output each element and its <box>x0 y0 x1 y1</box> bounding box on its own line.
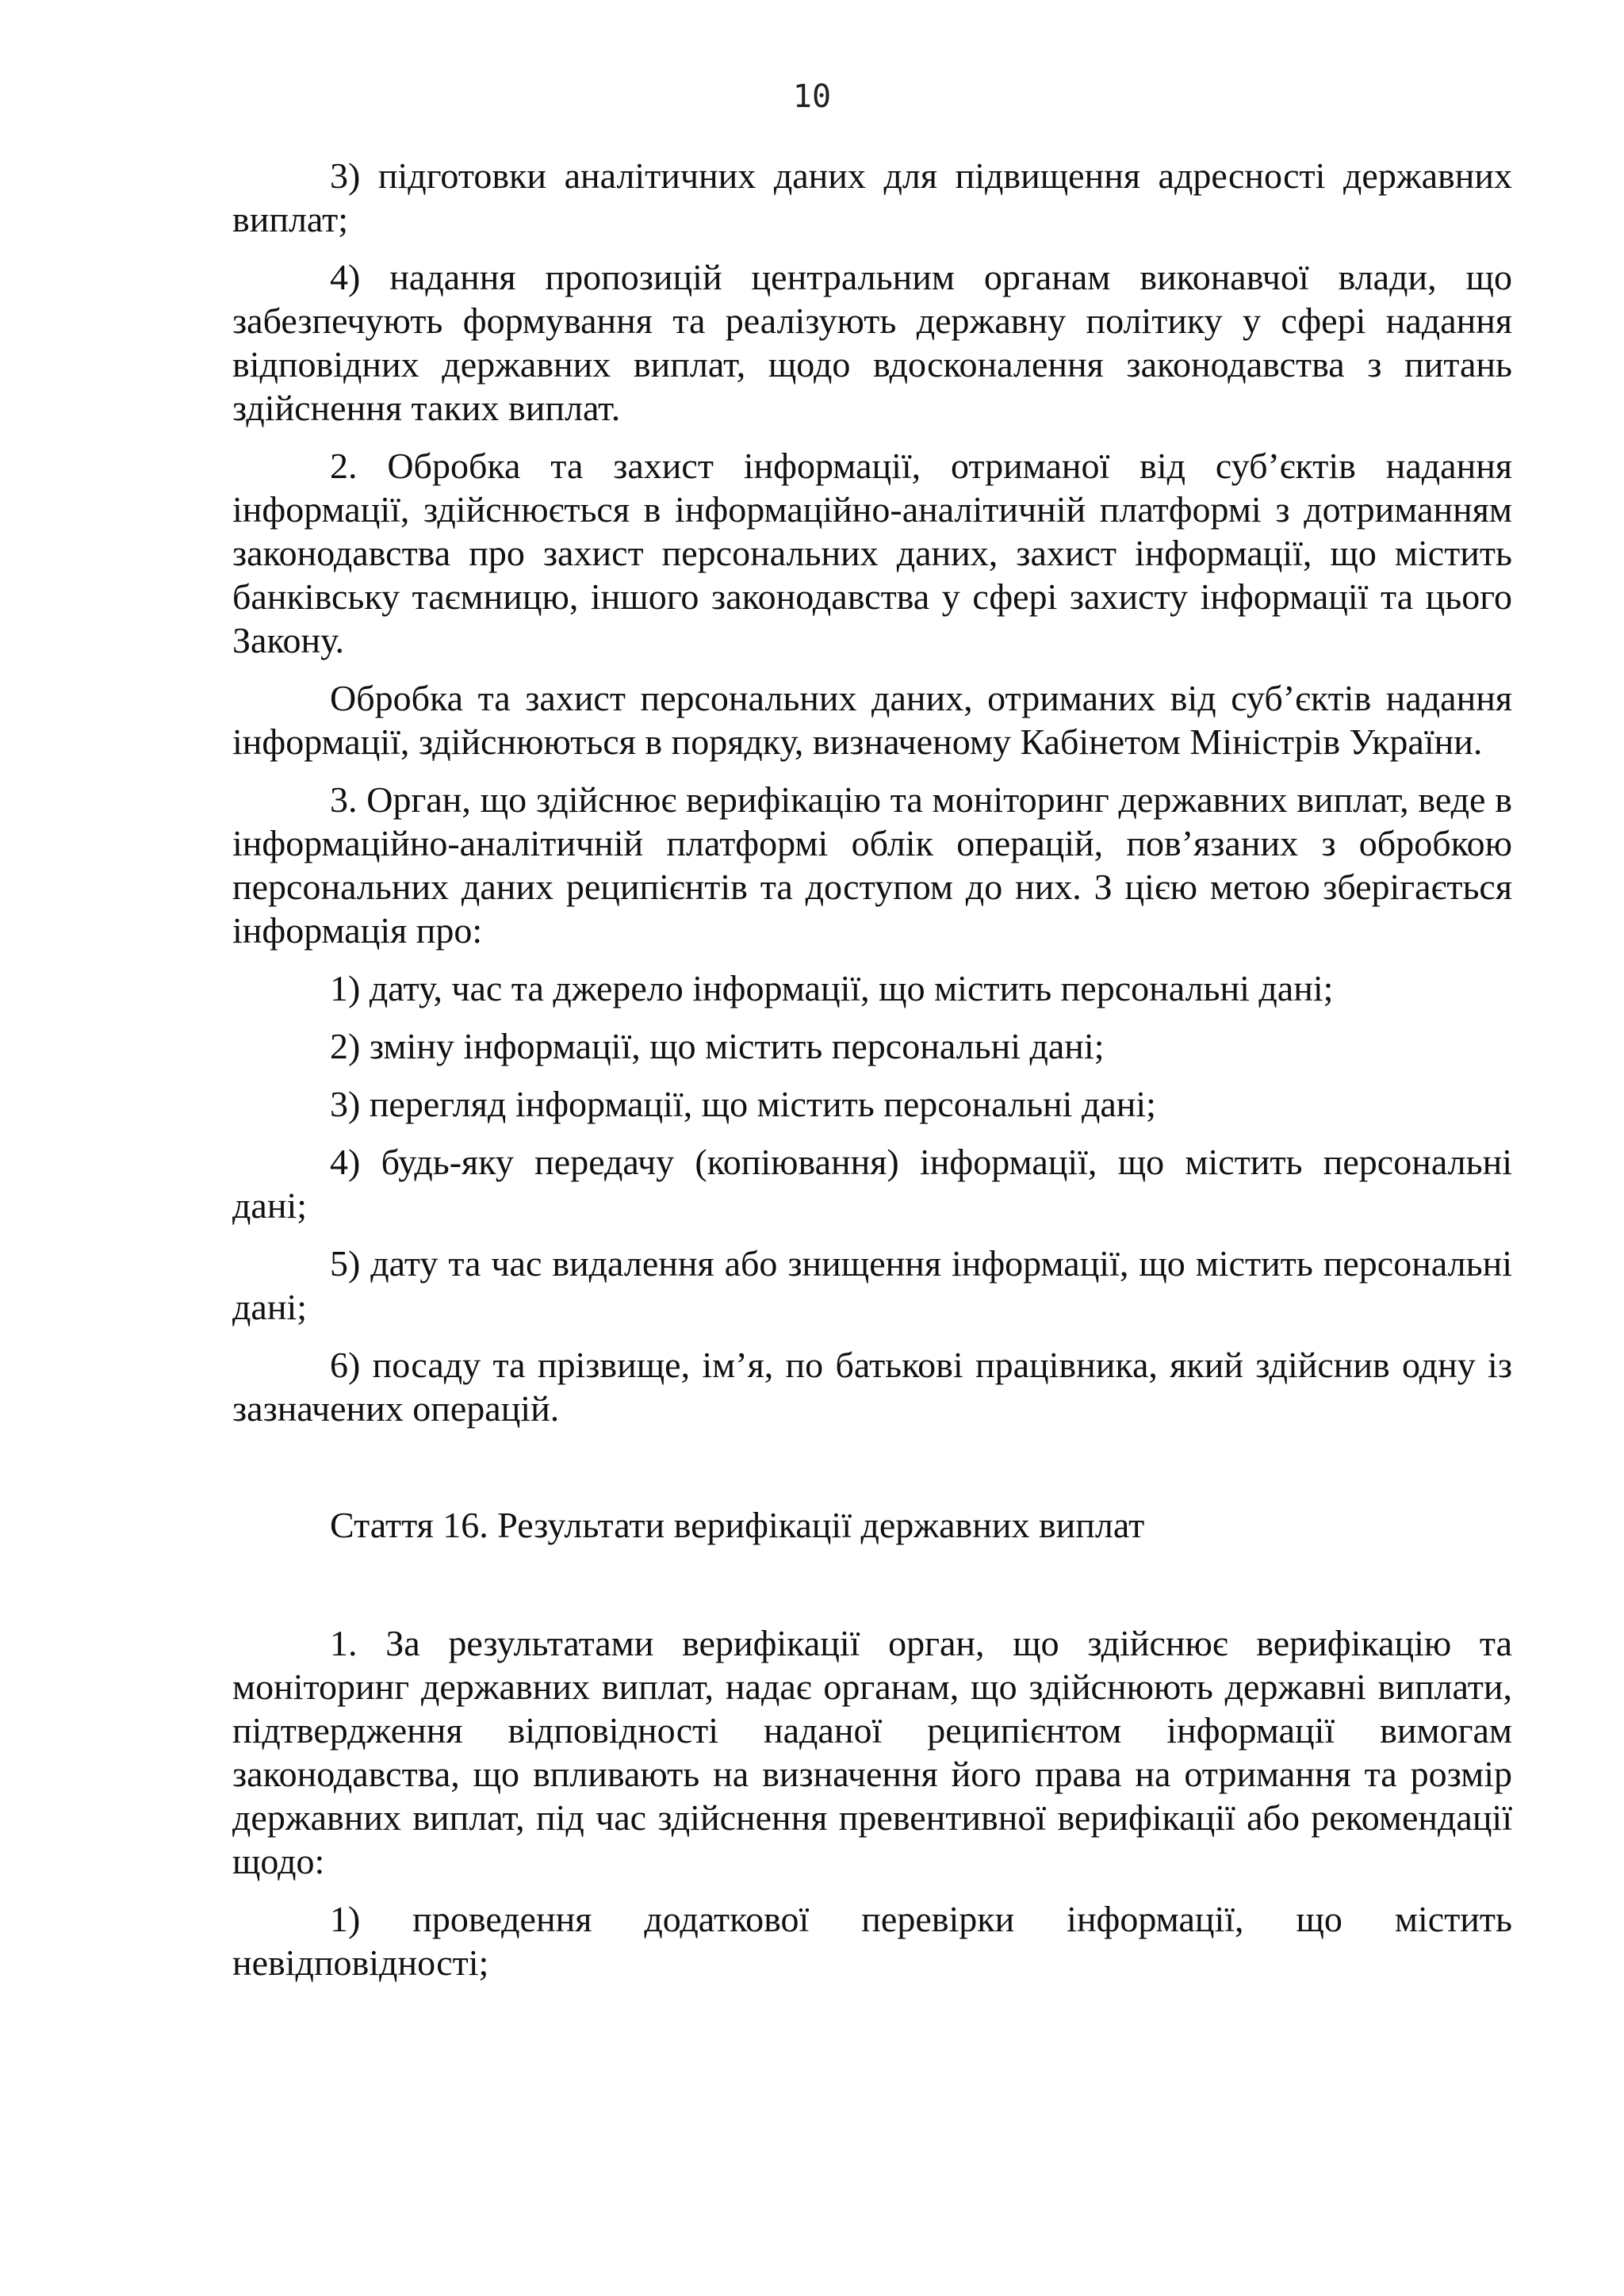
paragraph-item-4: 4) надання пропозицій центральним органам виконавчої влади, що забезпечують формування та реалізують державну політику у сфері надання відповідних державних виплат, щодо вдосконалення законодавства з питань здійснення таких виплат. <box>232 257 1512 428</box>
list-item-3: 3) перегляд інформації, що містить персональні дані; <box>330 1084 1156 1124</box>
paragraph-item-3: 3) підготовки аналітичних даних для підвищення адресності державних виплат; <box>232 155 1512 239</box>
article-heading: Стаття 16. Результати верифікації державних виплат <box>330 1505 1145 1545</box>
list-item-2: 2) зміну інформації, що містить персональні дані; <box>330 1026 1105 1066</box>
document-body <box>232 154 1512 1999</box>
article-paragraph-1: 1. За результатами верифікації орган, що здійснює верифікацію та моніторинг державних виплат, надає органам, що здійснюють державні виплати, підтвердження відповідності наданої реципієнтом інформації вимогам законодавства, що впливають на визначення його права на отримання та розмір державних виплат, під час здійснення превентивної верифікації або рекомендації щодо: <box>232 1623 1512 1881</box>
paragraph-personal-data: Обробка та захист персональних даних, отриманих від суб’єктів надання інформації, здійснюються в порядку, визначеному Кабінетом Міністрів України. <box>232 678 1512 762</box>
article-list-item-1: 1) проведення додаткової перевірки інформації, що містить невідповідності; <box>232 1899 1512 1983</box>
paragraph-part-2: 2. Обробка та захист інформації, отриманої від суб’єктів надання інформації, здійснюється в інформаційно-аналітичній платформі з дотриманням законодавства про захист персональних даних, захист інформації, що містить банківську таємницю, іншого законодавства у сфері захисту інформації та цього Закону. <box>232 446 1512 660</box>
list-item-4: 4) будь-яку передачу (копіювання) інформації, що містить персональні дані; <box>232 1142 1512 1226</box>
page-number: 10 <box>792 78 832 115</box>
list-item-1: 1) дату, час та джерело інформації, що містить персональні дані; <box>330 968 1334 1008</box>
list-item-5: 5) дату та час видалення або знищення інформації, що містить персональні дані; <box>232 1243 1512 1327</box>
paragraph-part-3: 3. Орган, що здійснює верифікацію та моніторинг державних виплат, веде в інформаційно-аналітичній платформі облік операцій, пов’язаних з обробкою персональних даних реципієнтів та доступом до них. З цією метою зберігається інформація про: <box>232 779 1512 951</box>
list-item-6: 6) посаду та прізвище, ім’я, по батькові працівника, який здійснив одну із зазначених операцій. <box>232 1345 1512 1429</box>
